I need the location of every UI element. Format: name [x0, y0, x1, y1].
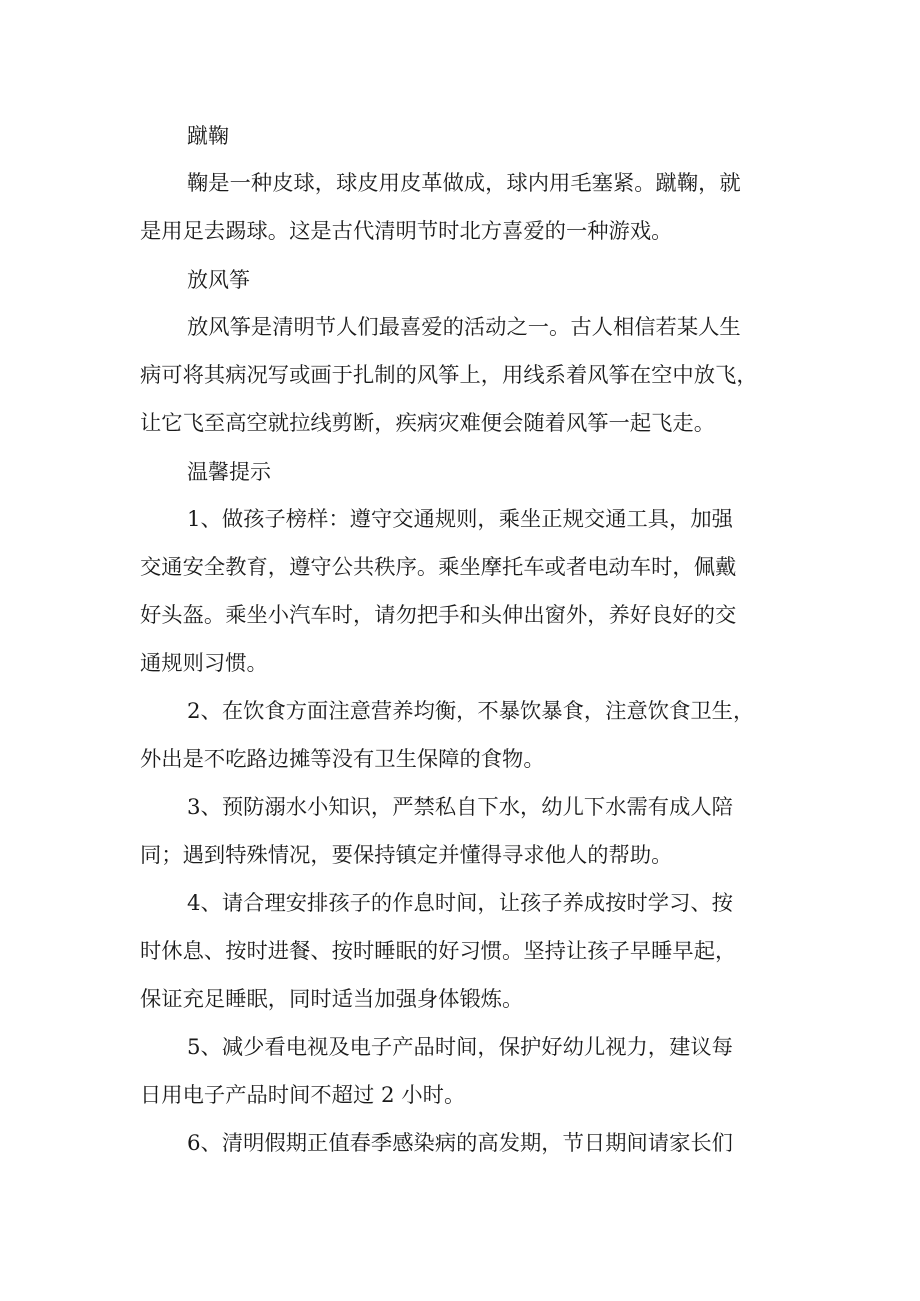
paragraph-line: 鞠是一种皮球，球皮用皮革做成，球内用毛塞紧。蹴鞠，就: [187, 171, 741, 196]
section-heading-tips: 温馨提示: [187, 460, 271, 484]
tip-item-6: [140, 1120, 790, 1168]
paragraph-line: 通规则习惯。: [140, 651, 268, 676]
paragraph-line: 6、清明假期正值春季感染病的高发期，节日期间请家长们: [187, 1131, 733, 1156]
paragraph-line: 交通安全教育，遵守公共秩序。乘坐摩托车或者电动车时，佩戴: [140, 555, 737, 580]
paragraph-kite: [140, 304, 790, 448]
tip-item-4: [140, 880, 790, 1024]
paragraph-line: 同；遇到特殊情况，要保持镇定并懂得寻求他人的帮助。: [140, 843, 673, 868]
paragraph-cuju: [140, 160, 790, 256]
tip-item-1: [140, 496, 790, 688]
paragraph-line: 5、减少看电视及电子产品时间，保护好幼儿视力，建议每: [187, 1035, 733, 1060]
paragraph-line: 日用电子产品时间不超过 2 小时。: [140, 1083, 466, 1108]
paragraph-line: 时休息、按时进餐、按时睡眠的好习惯。坚持让孩子早睡早起，: [140, 939, 737, 964]
tip-item-3: [140, 784, 790, 880]
tip-item-2: [140, 688, 790, 784]
section-heading-cuju: 蹴鞠: [187, 124, 229, 148]
paragraph-line: 让它飞至高空就拉线剪断，疾病灾难便会随着风筝一起飞走。: [140, 411, 716, 436]
paragraph-line: 放风筝是清明节人们最喜爱的活动之一。古人相信若某人生: [187, 315, 741, 340]
paragraph-line: 保证充足睡眠，同时适当加强身体锻炼。: [140, 987, 524, 1012]
paragraph-line: 病可将其病况写或画于扎制的风筝上，用线系着风筝在空中放飞，: [140, 363, 758, 388]
paragraph-line: 2、在饮食方面注意营养均衡，不暴饮暴食，注意饮食卫生，: [187, 699, 755, 724]
tip-item-5: [140, 1024, 790, 1120]
paragraph-line: 好头盔。乘坐小汽车时，请勿把手和头伸出窗外，养好良好的交: [140, 603, 737, 628]
paragraph-line: 外出是不吃路边摊等没有卫生保障的食物。: [140, 747, 545, 772]
paragraph-line: 4、请合理安排孩子的作息时间，让孩子养成按时学习、按: [187, 891, 733, 916]
paragraph-line: 1、做孩子榜样：遵守交通规则，乘坐正规交通工具，加强: [187, 507, 733, 532]
section-heading-kite: 放风筝: [187, 268, 250, 292]
paragraph-line: 3、预防溺水小知识，严禁私自下水，幼儿下水需有成人陪: [187, 795, 733, 820]
paragraph-line: 是用足去踢球。这是古代清明节时北方喜爱的一种游戏。: [140, 219, 673, 244]
document-body: [140, 112, 790, 1168]
